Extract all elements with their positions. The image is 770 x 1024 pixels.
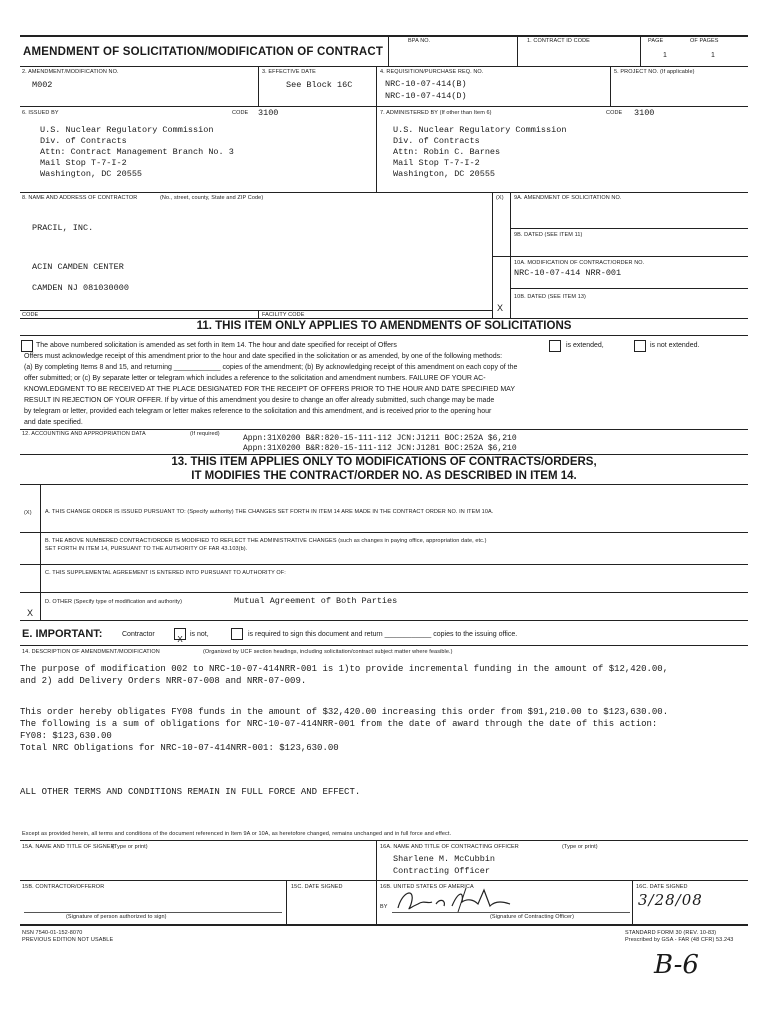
issued-code-label: CODE <box>232 110 249 116</box>
effective-date-value: See Block 16C <box>286 80 353 90</box>
item-13-d-mark: X <box>27 608 34 618</box>
is-not-label: is not, <box>190 631 209 638</box>
accounting-line-1: Appn:31X0200 B&R:820-15-111-112 JCN:J1211 BOC:252A $6,210 <box>243 434 517 443</box>
form-title: AMENDMENT OF SOLICITATION/MODIFICATION OF CONTRACT <box>23 46 384 58</box>
item-11-body-4: KNOWLEDGMENT TO BE RECEIVED AT THE PLACE DESIGNATED FOR THE RECEIPT OF OFFERS PRIOR TO THE HOUR AND DATE SPECIFIED MAY <box>24 386 515 393</box>
amend-no-label: 2. AMENDMENT/MODIFICATION NO. <box>22 69 119 75</box>
signer-label-note: (Type or print) <box>112 844 148 850</box>
mod-contract-label: 10A. MODIFICATION OF CONTRACT/ORDER NO. <box>514 260 645 266</box>
is-extended-label: is extended, <box>566 342 604 349</box>
amend-sol-label: 9A. AMENDMENT OF SOLICITATION NO. <box>514 195 622 201</box>
contractor-label-note: (No., street, county, State and ZIP Code) <box>160 195 264 201</box>
description-line-10: ALL OTHER TERMS AND CONDITIONS REMAIN IN FULL FORCE AND EFFECT. <box>20 787 361 797</box>
standard-form-label: STANDARD FORM 30 (REV. 10-83) <box>625 930 717 936</box>
by-label: BY <box>380 904 388 910</box>
description-line-6: FY08: $123,630.00 <box>20 731 112 741</box>
officer-title: Contracting Officer <box>393 866 490 876</box>
project-no-label: 5. PROJECT NO. (If applicable) <box>614 69 695 75</box>
is-not-mark: X <box>177 635 183 644</box>
is-not-checkbox[interactable] <box>174 628 186 644</box>
date-signed-15c-label: 15C. DATE SIGNED <box>291 884 343 890</box>
admin-line-1: U.S. Nuclear Regulatory Commission <box>393 125 567 135</box>
important-label: E. IMPORTANT: <box>22 628 103 640</box>
date-signed-16c-label: 16C. DATE SIGNED <box>636 884 688 890</box>
of-pages-label: OF PAGES <box>690 38 719 44</box>
item-11-body-1: Offers must acknowledge receipt of this amendment prior to the hour and date specified in the solicitation or as amended, by one of the following methods: <box>24 353 503 360</box>
item-13-b-1: B. THE ABOVE NUMBERED CONTRACT/ORDER IS MODIFIED TO REFLECT THE ADMINISTRATIVE CHANGES (such as changes in paying office, appropriation date, etc.) <box>45 538 487 544</box>
item-11-body-3: offer submitted; or (c) By separate letter or telegram which includes a reference to the solicitation and amendment numbers. FAILURE OF YOUR AC- <box>24 375 486 382</box>
issued-line-2: Div. of Contracts <box>40 136 127 146</box>
nsn-label: NSN 7540-01-152-8070 <box>22 930 83 936</box>
mod-check-mark: X <box>497 303 504 313</box>
description-line-4: This order hereby obligates FY08 funds in the amount of $32,420.00 increasing this order from $91,210.00 to $123,630.00. <box>20 707 669 717</box>
contractor-word: Contractor <box>122 631 155 638</box>
item-13-d: D. OTHER (Specify type of modification and authority) <box>45 599 183 605</box>
item-13-a: A. THIS CHANGE ORDER IS ISSUED PURSUANT TO: (Specify authority) THE CHANGES SET FORTH IN ITEM 14 ARE MADE IN THE CONTRACT ORDER NO. IN ITEM 10A. <box>45 509 494 515</box>
issued-line-5: Washington, DC 20555 <box>40 169 143 179</box>
item-13-b-2: SET FORTH IN ITEM 14, PURSUANT TO THE AUTHORITY OF FAR 43.103(b). <box>45 546 248 552</box>
is-not-extended-label: is not extended. <box>650 342 700 349</box>
admin-code-value: 3100 <box>634 108 655 118</box>
contractor-line-3: CAMDEN NJ 081030000 <box>32 283 129 293</box>
prescribed-label: Prescribed by GSA - FAR (48 CFR) 53.243 <box>625 937 734 943</box>
description-footer: Except as provided herein, all terms and conditions of the document referenced in Item 9A or 10A, as heretofore changed, remains unchanged and in full force and effect. <box>22 831 452 837</box>
previous-edition-label: PREVIOUS EDITION NOT USABLE <box>22 937 114 943</box>
contractor-label: 8. NAME AND ADDRESS OF CONTRACTOR <box>22 195 138 201</box>
dated-10b-label: 10B. DATED (SEE ITEM 13) <box>514 294 586 300</box>
admin-line-3: Attn: Robin C. Barnes <box>393 147 501 157</box>
officer-label-note: (Type or print) <box>562 844 598 850</box>
description-line-2: and 2) add Delivery Orders NRR-07-008 and NRR-07-009. <box>20 676 307 686</box>
requisition-value-1: NRC-10-07-414(B) <box>385 79 467 89</box>
item-11-body-7: and date specified. <box>24 419 83 426</box>
item-11-body-5: RESULT IN REJECTION OF YOUR OFFER. If by virtue of this amendment you desire to change an offer already submitted, such change may be made <box>24 397 495 404</box>
issued-by-label: 6. ISSUED BY <box>22 110 59 116</box>
description-line-1: The purpose of modification 002 to NRC-10-07-414NRR-001 is 1)to provide incremental funding in the amount of $12,420.00, <box>20 664 669 674</box>
officer-label: 16A. NAME AND TITLE OF CONTRACTING OFFICER <box>380 844 519 850</box>
contractor-offeror-label: 15B. CONTRACTOR/OFFEROR <box>22 884 105 890</box>
is-extended-checkbox[interactable] <box>549 340 561 352</box>
description-line-5: The following is a sum of obligations for NRC-10-07-414NRR-001 from the date of award through the date of this action: <box>20 719 658 729</box>
item-11-body-2: (a) By completing Items 8 and 15, and returning ____________ copies of the amendment; (b) By acknowledging receipt of this amendment on each copy of the <box>24 364 518 371</box>
admin-line-5: Washington, DC 20555 <box>393 169 496 179</box>
item-13-c: C. THIS SUPPLEMENTAL AGREEMENT IS ENTERED INTO PURSUANT TO AUTHORITY OF: <box>45 570 286 576</box>
contractor-signature-note: (Signature of person authorized to sign) <box>66 914 167 920</box>
contractor-line-2: ACIN CAMDEN CENTER <box>32 262 124 272</box>
item-13-heading-1: 13. THIS ITEM APPLIES ONLY TO MODIFICATIONS OF CONTRACTS/ORDERS, <box>171 456 597 468</box>
contractor-name: PRACIL, INC. <box>32 223 94 233</box>
contract-id-label: 1. CONTRACT ID CODE <box>527 38 590 44</box>
facility-code-label: FACILITY CODE <box>262 312 305 318</box>
effective-date-label: 3. EFFECTIVE DATE <box>262 69 316 75</box>
page-label: PAGE <box>648 38 664 44</box>
officer-name: Sharlene M. McCubbin <box>393 854 496 864</box>
officer-signature-note: (Signature of Contracting Officer) <box>490 914 575 920</box>
admin-line-4: Mail Stop T-7-I-2 <box>393 158 480 168</box>
issued-line-3: Attn: Contract Management Branch No. 3 <box>40 147 234 157</box>
issued-line-1: U.S. Nuclear Regulatory Commission <box>40 125 214 135</box>
contracting-officer-signature <box>392 882 542 914</box>
issued-line-4: Mail Stop T-7-I-2 <box>40 158 127 168</box>
item-11-heading: 11. THIS ITEM ONLY APPLIES TO AMENDMENTS OF SOLICITATIONS <box>196 320 572 332</box>
item-13-heading-2: IT MODIFIES THE CONTRACT/ORDER NO. AS DESCRIBED IN ITEM 14. <box>191 470 577 482</box>
date-signed-value: 3/28/08 <box>638 891 703 909</box>
accounting-label-note: (If required) <box>190 431 220 437</box>
handwritten-page-mark: B-6 <box>654 950 699 980</box>
requisition-label: 4. REQUISITION/PURCHASE REQ. NO. <box>380 69 484 75</box>
of-pages-number: 1 <box>711 52 715 59</box>
is-not-extended-checkbox[interactable] <box>634 340 646 352</box>
contractor-code-label: CODE <box>22 312 39 318</box>
administered-by-label: 7. ADMINISTERED BY (If other than Item 6) <box>380 110 492 116</box>
item-13-d-value: Mutual Agreement of Both Parties <box>234 596 398 606</box>
dated-9b-label: 9B. DATED (SEE ITEM 11) <box>514 232 583 238</box>
requisition-value-2: NRC-10-07-414(D) <box>385 91 467 101</box>
issued-code-value: 3100 <box>258 108 279 118</box>
is-required-checkbox[interactable] <box>231 628 243 640</box>
amend-no-value: M002 <box>32 80 53 90</box>
x-column-label: (X) <box>496 195 504 201</box>
bpa-label: BPA NO. <box>408 38 431 44</box>
signer-label: 15A. NAME AND TITLE OF SIGNER <box>22 844 115 850</box>
page-number: 1 <box>663 52 667 59</box>
description-label-note: (Organized by UCF section headings, including solicitation/contract subject matter where feasible.) <box>203 649 453 655</box>
item-11-body-6: by telegram or letter, provided each telegram or letter makes reference to the solicitation and this amendment, and is received prior to the opening hour <box>24 408 492 415</box>
item-13-check-col: (X) <box>24 510 32 516</box>
admin-code-label: CODE <box>606 110 623 116</box>
admin-line-2: Div. of Contracts <box>393 136 480 146</box>
usa-label: 16B. UNITED STATES OF AMERICA <box>380 884 474 890</box>
description-line-7: Total NRC Obligations for NRC-10-07-414NRR-001: $123,630.00 <box>20 743 339 753</box>
item-11-line-1: The above numbered solicitation is amended as set forth in Item 14. The hour and date specified for receipt of Offers <box>36 342 397 349</box>
description-label: 14. DESCRIPTION OF AMENDMENT/MODIFICATION <box>22 649 160 655</box>
solicitation-amended-checkbox[interactable] <box>21 340 33 352</box>
accounting-label: 12. ACCOUNTING AND APPROPRIATION DATA <box>22 431 146 437</box>
mod-contract-value: NRC-10-07-414 NRR-001 <box>514 268 622 278</box>
is-required-label: is required to sign this document and return ____________ copies to the issuing office. <box>248 631 518 638</box>
accounting-line-2: Appn:31X0200 B&R:820-15-111-112 JCN:J1281 BOC:252A $6,210 <box>243 444 517 453</box>
